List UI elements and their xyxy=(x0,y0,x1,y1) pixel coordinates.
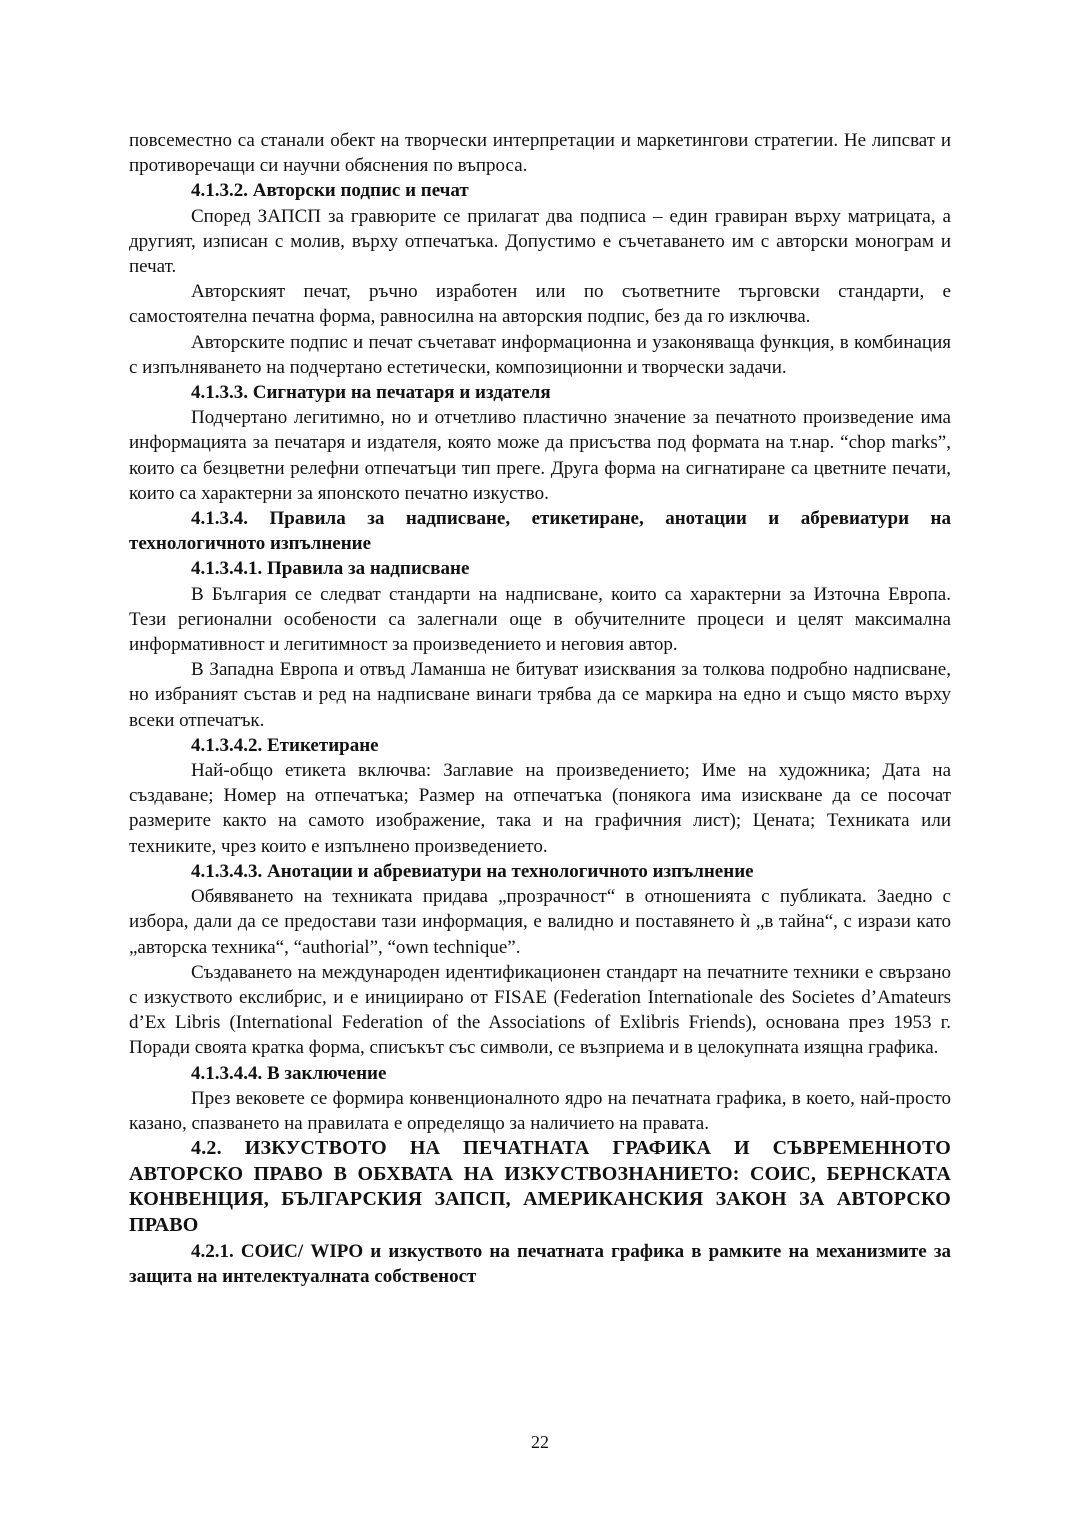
heading-4-1-3-4-1: 4.1.3.4.1. Правила за надписване xyxy=(191,558,470,580)
paragraph-conclusion: През вековете се формира конвенционалното ядро на печатната графика, в което, най-просто казано, спазването на правилата е определящо за наличието на правата. xyxy=(129,1087,951,1134)
heading-4-1-3-4: 4.1.3.4. Правила за надписване, етикетиране, анотации и абревиатури на технологичното изпълнение xyxy=(129,508,951,555)
heading-4-2: 4.2. ИЗКУСТВОТО НА ПЕЧАТНАТА ГРАФИКА И СЪВРЕМЕННОТО АВТОРСКО ПРАВО В ОБХВАТА НА ИЗКУСТВОЗНАНИЕТО: СОИС, БЕРНСКАТА КОНВЕНЦИЯ, БЪЛГАРСКИЯ ЗАПСП, АМЕРИКАНСКИЯ ЗАКОН ЗА АВТОРСКО ПРАВО xyxy=(129,1137,951,1236)
paragraph-signature-function: Авторските подпис и печат съчетават информационна и узаконяваща функция, в комбинация с изпълняването на подчертано естетически, композиционни и творчески задачи. xyxy=(129,331,951,378)
paragraph-intro-continuation: повсеместно са станали обект на творчески интерпретации и маркетингови стратегии. Не липсват и противоречащи си научни обяснения по въпроса. xyxy=(129,130,951,177)
paragraph-technique-disclosure: Обявяването на техниката придава „прозрачност“ в отношенията с публиката. Заедно с избора, дали да се предостави тази информация, е валидно и поставянето ѝ „в тайна“, с изрази като „авторска техника“, “authorial”, “own technique”. xyxy=(129,886,951,958)
page-number: 22 xyxy=(531,1432,549,1452)
paragraph-bulgaria-standards: В България се следват стандарти на надписване, които са характерни за Източна Европа. Тези регионални особености са залегнали още в обучителните процеси и целят максимална информативност и легитимност за произведението и неговия автор. xyxy=(129,583,951,656)
paragraph-labeling: Най-общо етикета включва: Заглавие на произведението; Име на художника; Дата на създаване; Номер на отпечатъка; Размер на отпечатъка (понякога има изискване да се посочат размерите както на самото изображение, така и на графичния лист); Цената; Техниката или техниките, чрез които е изпълнено произведението. xyxy=(129,760,951,857)
heading-4-1-3-4-2: 4.1.3.4.2. Етикетиране xyxy=(191,734,379,756)
paragraph-fisae: Създаването на международен идентификационен стандарт на печатните техники е свързано с изкуството екслибрис, и е инициирано от FISAE (Federation Internationale des Societes d’Amateurs d’Ex Libris (International Federation of the Associations of Exlibris Friends), основана през 1953 г. Поради своята кратка форма, списъкът със символи, се възприема и в целокупната изящна графика. xyxy=(129,961,951,1059)
paragraph-author-stamp: Авторският печат, ръчно изработен или по съответните търговски стандарти, е самостоятелна печатна форма, равносилна на авторския подпис, без да го изключва. xyxy=(129,281,951,328)
heading-4-1-3-3: 4.1.3.3. Сигнатури на печатаря и издателя xyxy=(191,382,551,404)
heading-4-1-3-4-4: 4.1.3.4.4. В заключение xyxy=(191,1062,387,1084)
paragraph-western-europe: В Западна Европа и отвъд Ламанша не битуват изисквания за толкова подробно надписване, но избраният състав и ред на надписване винаги трябва да се маркира на едно и също място върху всеки отпечатък. xyxy=(129,659,951,731)
heading-4-1-3-4-3: 4.1.3.4.3. Анотации и абревиатури на технологичното изпълнение xyxy=(191,860,754,882)
heading-4-2-1: 4.2.1. СОИС/ WIPO и изкуството на печатната графика в рамките на механизмите за защита на интелектуалната собственост xyxy=(129,1240,951,1287)
heading-4-1-3-2: 4.1.3.2. Авторски подпис и печат xyxy=(191,180,469,202)
paragraph-signatures: Според ЗАПСП за гравюрите се прилагат два подписа – един гравиран върху матрицата, а другият, изписан с молив, върху отпечатъка. Допустимо е съчетаването им с авторски монограм и печат. xyxy=(129,205,951,278)
paragraph-chop-marks: Подчертано легитимно, но и отчетливо пластично значение за печатното произведение има информацията за печатаря и издателя, която може да присъства под формата на т.нар. “chop marks”, които са безцветни релефни отпечатъци тип преге. Друга форма на сигнатиране са цветните печати, които са характерни за японското печатно изкуство. xyxy=(129,407,951,504)
document-page xyxy=(129,128,951,1289)
